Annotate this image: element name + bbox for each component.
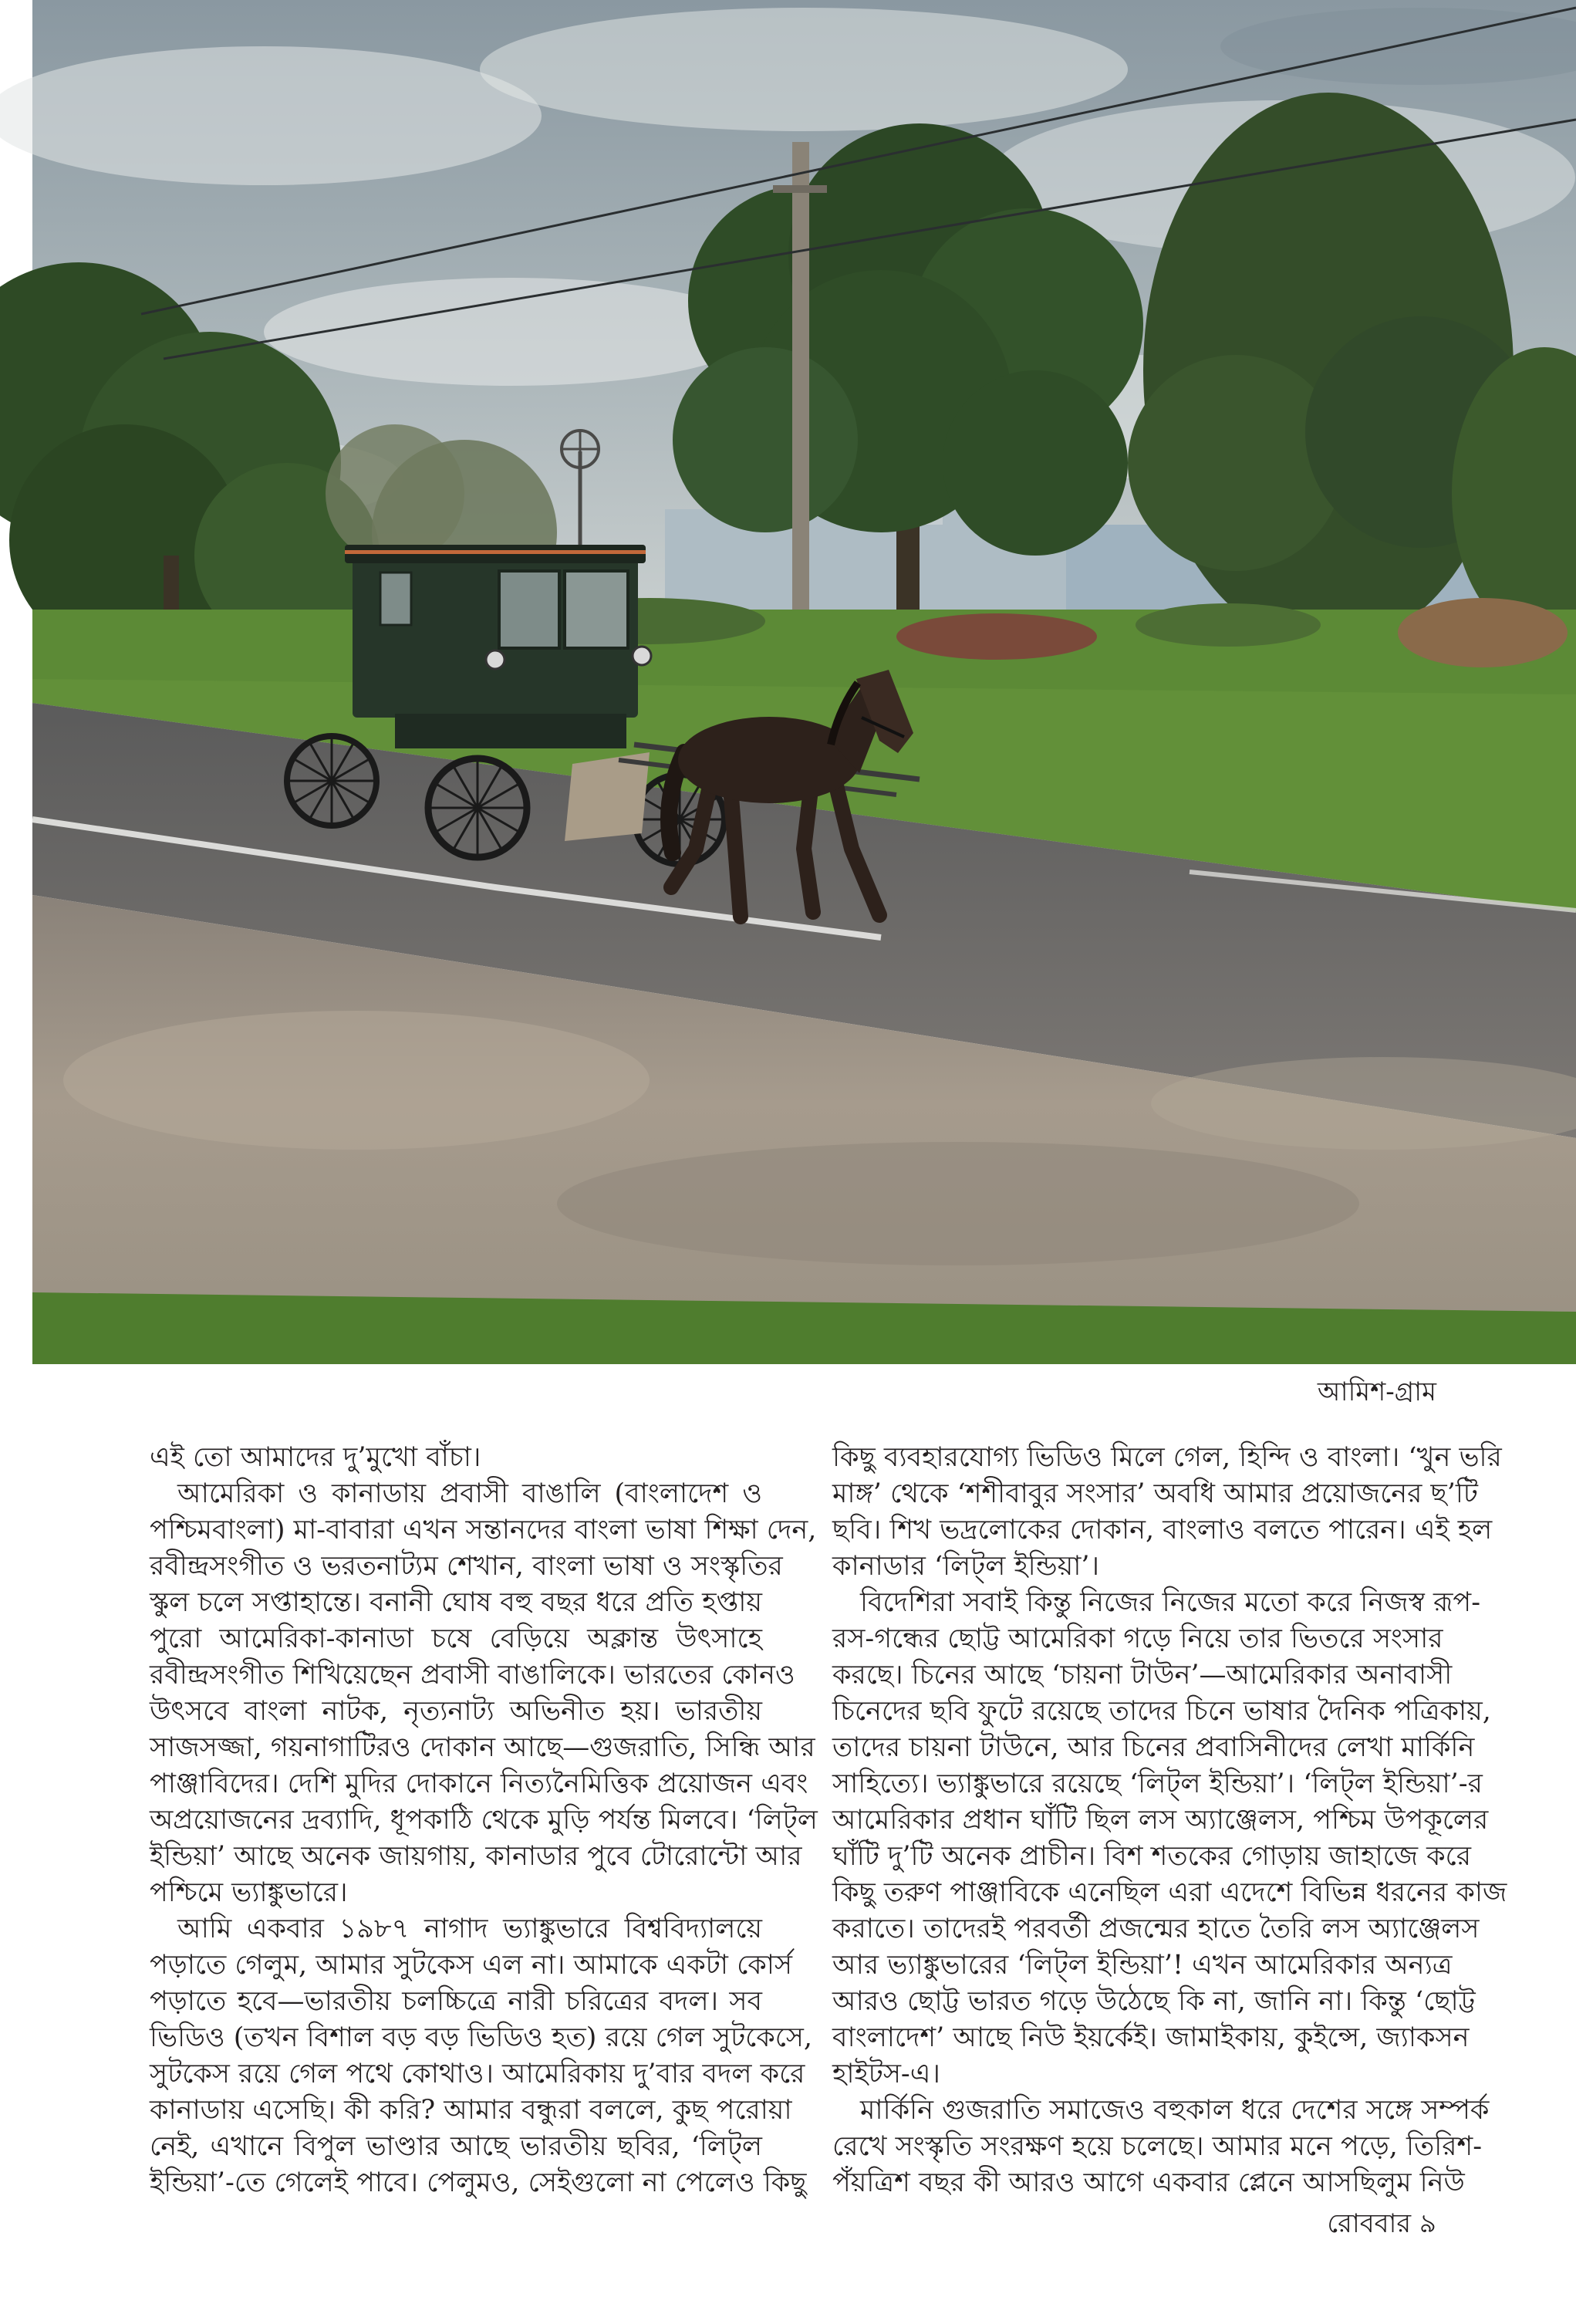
text-line: আরও ছোট্ট ভারত গড়ে উঠেছে কি না, জানি না। কিন্তু ‘ছোট্ট — [832, 1986, 1476, 2017]
article-column-right — [832, 1440, 1507, 2204]
text-line: বাংলাদেশ’ আছে নিউ ইয়র্কেই। জামাইকায়, কুইন্সে, জ্যাকসন — [832, 2022, 1470, 2053]
text-line: পশ্চিমে ভ্যাঙ্কুভারে। — [150, 1877, 348, 1908]
text-line: পঁয়ত্রিশ বছর কী আরও আগে একবার প্লেনে আসছিলুম নিউ — [832, 2167, 1465, 2198]
text-line: উৎসবে বাংলা নাটক, নৃত্যনাট্য অভিনীত হয়। ভারতীয় — [150, 1696, 762, 1727]
text-line: চিনেদের ছবি ফুটে রয়েছে তাদের চিনে ভাষার দৈনিক পত্রিকায়, — [832, 1696, 1491, 1727]
text-line: কিছু তরুণ পাঞ্জাবিকে এনেছিল এরা এদেশে বিভিন্ন ধরনের কাজ — [832, 1877, 1507, 1908]
text-line: করছে। চিনের আছে ‘চায়না টাউন’—আমেরিকার অনাবাসী — [832, 1660, 1453, 1691]
text-line: ইন্ডিয়া’ আছে অনেক জায়গায়, কানাডার পুবে টোরোন্টো আর — [150, 1841, 802, 1872]
text-line: আমি একবার ১৯৮৭ নাগাদ ভ্যাঙ্কুভারে বিশ্ববিদ্যালয়ে — [177, 1914, 762, 1944]
text-line: ভিডিও (তখন বিশাল বড় বড় ভিডিও হত) রয়ে গেল সুটকেসে, — [150, 2022, 813, 2053]
text-line: কানাডায় এসেছি। কী করি? আমার বন্ধুরা বললে, কুছ পরোয়া — [150, 2095, 792, 2126]
text-line: সাজসজ্জা, গয়নাগাটিরও দোকান আছে—গুজরাতি, সিন্ধি আর — [150, 1732, 815, 1763]
photo-caption: আমিশ-গ্রাম — [1317, 1376, 1436, 1407]
text-line: আর ভ্যাঙ্কুভারের ‘লিট্‌ল ইন্ডিয়া’! এখন আমেরিকার অন্যত্র — [832, 1950, 1453, 1981]
text-line: পশ্চিমবাংলা) মা-বাবারা এখন সন্তানদের বাংলা ভাষা শিক্ষা দেন, — [150, 1515, 817, 1545]
text-line: মার্কিনি গুজরাতি সমাজেও বহুকাল ধরে দেশের সঙ্গে সম্পর্ক — [860, 2095, 1490, 2126]
buggy-wheel-rear-right — [428, 758, 527, 857]
text-line: এই তো আমাদের দু’মুখো বাঁচা। — [150, 1442, 481, 1473]
text-line: রবীন্দ্রসংগীত শিখিয়েছেন প্রবাসী বাঙালিকে। ভারতের কোনও — [150, 1660, 795, 1691]
text-line: সুটকেস রয়ে গেল পথে কোথাও। আমেরিকায় দু’বার বদল করে — [150, 2059, 805, 2089]
text-line: হাইটস-এ। — [832, 2059, 940, 2089]
text-line: পড়াতে গেলুম, আমার সুটকেস এল না। আমাকে একটা কোর্স — [150, 1950, 793, 1981]
text-line: কানাডার ‘লিট্‌ল ইন্ডিয়া’। — [832, 1551, 1100, 1582]
text-line: ইন্ডিয়া’-তে গেলেই পাবে। পেলুমও, সেইগুলো না পেলেও কিছু — [150, 2167, 807, 2198]
text-line: সাহিত্যে। ভ্যাঙ্কুভারে রয়েছে ‘লিট্‌ল ইন্ডিয়া’। ‘লিট্‌ল ইন্ডিয়া’-র — [832, 1768, 1483, 1799]
text-line: রবীন্দ্রসংগীত ও ভরতনাট্যম শেখান, বাংলা ভাষা ও সংস্কৃতির — [150, 1551, 783, 1582]
text-line: মাঙ্গ’ থেকে ‘শশীবাবুর সংসার’ অবধি আমার প্রয়োজনের ছ’টি — [832, 1478, 1478, 1509]
text-line: পুরো আমেরিকা-কানাডা চষে বেড়িয়ে অক্লান্ত উৎসাহে — [150, 1623, 762, 1654]
text-line: ঘাঁটি দু’টি অনেক প্রাচীন। বিশ শতকের গোড়ায় জাহাজে করে — [832, 1841, 1471, 1872]
buggy-apron — [565, 752, 650, 841]
text-line: কিছু ব্যবহারযোগ্য ভিডিও মিলে গেল, হিন্দি ও বাংলা। ‘খুন ভরি — [832, 1442, 1502, 1473]
amish-village-photo — [32, 0, 1576, 1364]
text-line: আমেরিকার প্রধান ঘাঁটি ছিল লস অ্যাঞ্জেলস, পশ্চিম উপকূলের — [832, 1805, 1489, 1836]
text-line: বিদেশিরা সবাই কিন্তু নিজের নিজের মতো করে নিজস্ব রূপ- — [860, 1587, 1481, 1618]
page-footer: রোববার ৯ — [1327, 2208, 1436, 2239]
text-line: স্কুল চলে সপ্তাহান্তে। বনানী ঘোষ বহু বছর ধরে প্রতি হপ্তায় — [150, 1587, 762, 1618]
text-line: নেই, এখানে বিপুল ভাণ্ডার আছে ভারতীয় ছবির, ‘লিট্‌ল — [150, 2131, 762, 2162]
text-line: ছবি। শিখ ভদ্রলোকের দোকান, বাংলাও বলতে পারেন। এই হল — [832, 1515, 1493, 1545]
text-line: পড়াতে হবে—ভারতীয় চলচ্চিত্রে নারী চরিত্রের বদল। সব — [150, 1986, 762, 2017]
text-line: রস-গন্ধের ছোট্ট আমেরিকা গড়ে নিয়ে তার ভিতরে সংসার — [832, 1623, 1443, 1654]
text-line: করাতে। তাদেরই পরবর্তী প্রজন্মের হাতে তৈরি লস অ্যাঞ্জেলস — [832, 1914, 1480, 1944]
text-line: পাঞ্জাবিদের। দেশি মুদির দোকানে নিত্যনৈমিত্তিক প্রয়োজন এবং — [150, 1768, 808, 1799]
text-line: রেখে সংস্কৃতি সংরক্ষণ হয়ে চলেছে। আমার মনে পড়ে, তিরিশ- — [832, 2131, 1483, 2162]
text-line: আমেরিকা ও কানাডায় প্রবাসী বাঙালি (বাংলাদেশ ও — [177, 1478, 762, 1509]
text-line: তাদের চায়না টাউনে, আর চিনের প্রবাসিনীদের লেখা মার্কিনি — [832, 1732, 1475, 1763]
text-line: অপ্রয়োজনের দ্রব্যাদি, ধূপকাঠি থেকে মুড়ি পর্যন্ত মিলবে। ‘লিট্‌ল — [150, 1805, 818, 1836]
buggy-wheel-rear-left — [287, 736, 376, 826]
article-column-left — [150, 1440, 818, 2204]
